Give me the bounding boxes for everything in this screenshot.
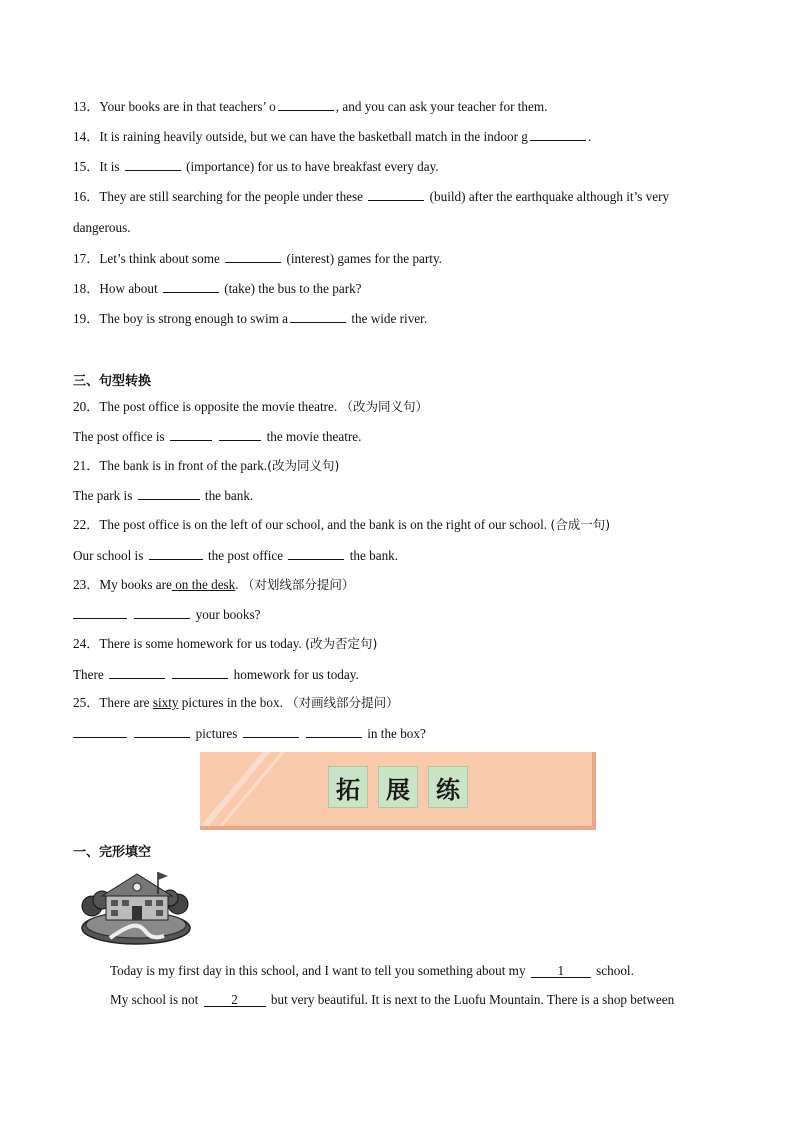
question-15 [73,158,439,175]
instruction-note: （对划线部分提问） [241,577,355,592]
question-text: pictures in the box. [178,695,287,710]
answer-text: the bank. [201,488,254,503]
question-text: 14．It is raining heavily outside, but we can have the basketball match in the indoor g [73,129,528,144]
answer-blank[interactable] [163,280,219,293]
cloze-blank-2[interactable]: 2 [204,992,266,1007]
answer-blank[interactable] [172,666,228,679]
question-text: (take) the bus to the park? [220,281,362,296]
question-14 [73,128,591,145]
question-text: 16．They are still searching for the people under these [73,189,367,204]
question-text: 17．Let’s think about some [73,251,224,266]
question-text: . [587,129,592,144]
banner-char: 展 [378,766,418,808]
answer-blank[interactable] [278,98,334,111]
question-text: (interest) games for the party. [283,251,442,266]
answer-line-21 [73,487,253,504]
question-19 [73,310,427,327]
instruction-note: (改为否定句) [305,636,378,651]
answer-blank[interactable] [530,128,586,141]
answer-blank[interactable] [219,428,261,441]
question-16 [73,188,669,205]
question-13 [73,98,547,115]
school-building-illustration [80,870,192,946]
question-text: 18．How about [73,281,161,296]
answer-text: The post office is [73,429,168,444]
answer-blank[interactable] [306,725,362,738]
answer-line-20 [73,428,361,445]
answer-blank[interactable] [225,250,281,263]
answer-line-25 [73,725,426,742]
instruction-note: (合成一句) [550,517,611,532]
answer-text: The park is [73,488,136,503]
question-text: 22．The post office is on the left of our school, and the bank is on the right of our school. [73,517,551,532]
answer-blank[interactable] [134,725,190,738]
answer-text: pictures [192,726,241,741]
instruction-note: （对画线部分提问） [286,695,399,710]
answer-text: the bank. [346,548,399,563]
answer-text: There [73,667,108,682]
underlined-phrase: on the desk [171,577,236,592]
banner-stripe [203,752,295,830]
question-17 [73,250,442,267]
passage-line-2 [110,992,674,1008]
banner-char: 练 [428,766,468,808]
answer-line-22 [73,547,398,564]
banner-title [328,766,468,808]
question-text: 24．There is some homework for us today. [73,636,306,651]
question-text: 21．The bank is in front of the park. [73,458,268,473]
question-text: 19．The boy is strong enough to swim a [73,311,289,326]
section-title: 三、句型转换 [73,374,152,389]
question-text: (importance) for us to have breakfast every day. [182,159,439,174]
question-24 [73,636,377,652]
question-21 [73,458,339,474]
answer-blank[interactable] [170,428,212,441]
question-23 [73,577,354,593]
answer-blank[interactable] [134,606,190,619]
answer-text: your books? [192,607,261,622]
passage-text: My school is not [110,992,202,1007]
passage-text: but very beautiful. It is next to the Luofu Mountain. There is a shop between [267,992,675,1007]
question-text: the wide river. [348,311,428,326]
answer-line-24 [73,666,359,683]
answer-blank[interactable] [243,725,299,738]
answer-text: the movie theatre. [263,429,362,444]
instruction-note: （改为同义句） [340,399,428,414]
answer-blank[interactable] [288,547,344,560]
question-22 [73,517,610,533]
question-text: (build) after the earthquake although it’s very [426,189,670,204]
question-16-continued: dangerous. [73,220,131,235]
question-text: , and you can ask your teacher for them. [335,99,548,114]
answer-blank[interactable] [73,606,127,619]
section-title: 一、完形填空 [73,845,152,860]
cloze-blank-1[interactable]: 1 [531,963,591,978]
question-25 [73,695,399,711]
question-text: 25．There are [73,695,153,710]
question-text: 20．The post office is opposite the movie theatre. [73,399,341,414]
answer-text: the post office [204,548,287,563]
underlined-word: sixty [152,695,179,710]
answer-blank[interactable] [138,487,200,500]
passage-text: Today is my first day in this school, and I want to tell you something about my [110,963,529,978]
passage-line-1 [110,963,634,979]
answer-blank[interactable] [73,725,127,738]
question-text: 23．My books are [73,577,172,592]
answer-blank[interactable] [368,188,424,201]
answer-text: Our school is [73,548,147,563]
answer-blank[interactable] [290,310,346,323]
answer-blank[interactable] [149,547,203,560]
answer-text: in the box? [363,726,426,741]
extension-practice-banner [200,752,596,830]
answer-text: homework for us today. [230,667,359,682]
question-text: 15．It is [73,159,123,174]
question-20 [73,399,428,415]
passage-text: school. [592,963,634,978]
question-text: . [235,577,242,592]
question-text: 13．Your books are in that teachers’ o [73,99,276,114]
answer-blank[interactable] [109,666,165,679]
question-18 [73,280,362,297]
instruction-note: (改为同义句) [267,458,340,473]
banner-stripe [200,752,280,830]
answer-blank[interactable] [125,158,181,171]
banner-char: 拓 [328,766,368,808]
answer-line-23 [73,606,260,623]
